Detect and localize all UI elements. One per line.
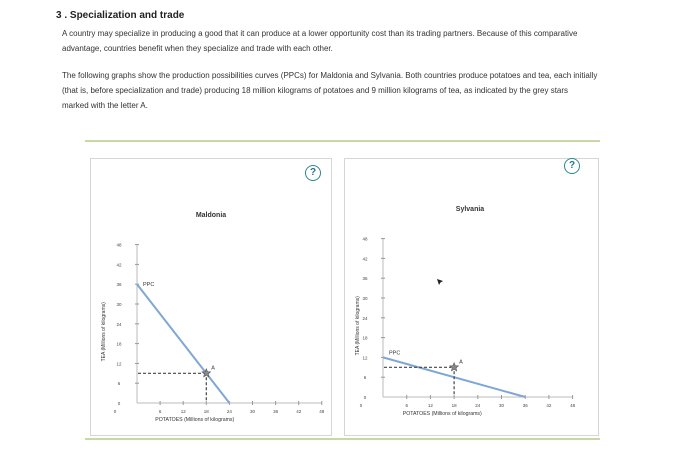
ppc-line (137, 284, 229, 403)
x-tick-label: 36 (522, 403, 528, 408)
y-tick-label: 30 (116, 302, 122, 307)
intro-paragraph (62, 26, 682, 56)
y-tick-label: 12 (116, 361, 122, 367)
point-a-label: A (459, 359, 463, 366)
y-tick-label: 24 (116, 321, 122, 327)
intro-line: advantage, countries benefit when they specialize and trade with each other. (62, 44, 333, 53)
y-tick-label: 36 (116, 282, 122, 288)
y-axis-title: TEA (Millions of kilograms) (355, 296, 361, 356)
x-tick-label: 12 (180, 409, 186, 414)
x-tick-label: 30 (498, 403, 505, 408)
divider (85, 438, 600, 440)
question-heading: 3 . Specialization and trade (56, 10, 185, 21)
x-tick-label: 24 (226, 409, 232, 414)
sylvania-ppc-graph (345, 159, 598, 435)
x-tick-label: 36 (273, 409, 279, 414)
y-tick-label: 12 (362, 355, 368, 361)
ppc-label: PPC (143, 282, 155, 289)
help-icon[interactable]: ? (305, 165, 321, 181)
description-line: marked with the letter A. (62, 101, 148, 110)
graph-title: Sylvania (455, 206, 485, 213)
x-axis-title: POTATOES (Millions of kilograms) (402, 411, 482, 417)
x-tick-label: 18 (451, 403, 457, 408)
x-tick-label: 24 (475, 403, 481, 408)
x-tick-label: 48 (570, 403, 576, 408)
y-tick-label: 18 (362, 335, 368, 341)
divider (85, 140, 600, 142)
x-tick-label: 12 (427, 403, 433, 408)
y-tick-label: 42 (362, 256, 368, 262)
y-tick-label: 42 (116, 262, 122, 268)
point-a-label: A (211, 365, 215, 372)
y-tick-label: 24 (362, 315, 368, 321)
sylvania-graph-panel[interactable] (344, 158, 599, 436)
x-tick-label: 18 (203, 409, 209, 414)
x-tick-label: 42 (546, 403, 552, 408)
maldonia-graph-panel[interactable] (90, 158, 332, 436)
point-a-star (450, 363, 459, 371)
x-tick-label: 42 (296, 409, 302, 414)
x-tick-label: 0 (113, 409, 117, 414)
x-tick-label: 6 (405, 403, 408, 408)
description-line: (that is, before specialization and trade) producing 18 million kilograms of potatoes and 9 million kilograms of tea, as indicated by the grey stars (62, 86, 569, 95)
x-tick-label: 30 (249, 409, 256, 414)
ppc-label: PPC (389, 350, 401, 357)
x-axis-title: POTATOES (Millions of kilograms) (155, 417, 235, 423)
y-tick-label: 18 (116, 341, 122, 347)
graph-description-paragraph (62, 68, 682, 113)
intro-line: A country may specialize in producing a good that it can produce at a lower opportunity cost than its trading partners. Because of this comparative (62, 29, 578, 38)
y-tick-label: 48 (362, 236, 368, 242)
x-tick-label: 0 (359, 403, 363, 408)
maldonia-ppc-graph (91, 159, 331, 435)
y-axis-title: TEA (Millions of kilograms) (101, 302, 107, 362)
description-line: The following graphs show the production possibilities curves (PPCs) for Maldonia and Sylvania. Both countries produce potatoes and tea, each initially (62, 71, 598, 80)
y-tick-label: 30 (362, 296, 368, 301)
y-tick-label: 48 (116, 242, 122, 248)
mouse-cursor-icon (437, 279, 443, 285)
graph-title: Maldonia (195, 212, 227, 219)
x-tick-label: 48 (319, 409, 325, 414)
x-tick-label: 6 (158, 409, 162, 414)
help-icon[interactable]: ? (564, 158, 580, 174)
y-tick-label: 0 (363, 395, 367, 400)
y-tick-label: 6 (117, 381, 121, 387)
y-tick-label: 36 (362, 276, 368, 282)
y-tick-label: 0 (117, 401, 121, 406)
y-tick-label: 6 (363, 375, 367, 381)
